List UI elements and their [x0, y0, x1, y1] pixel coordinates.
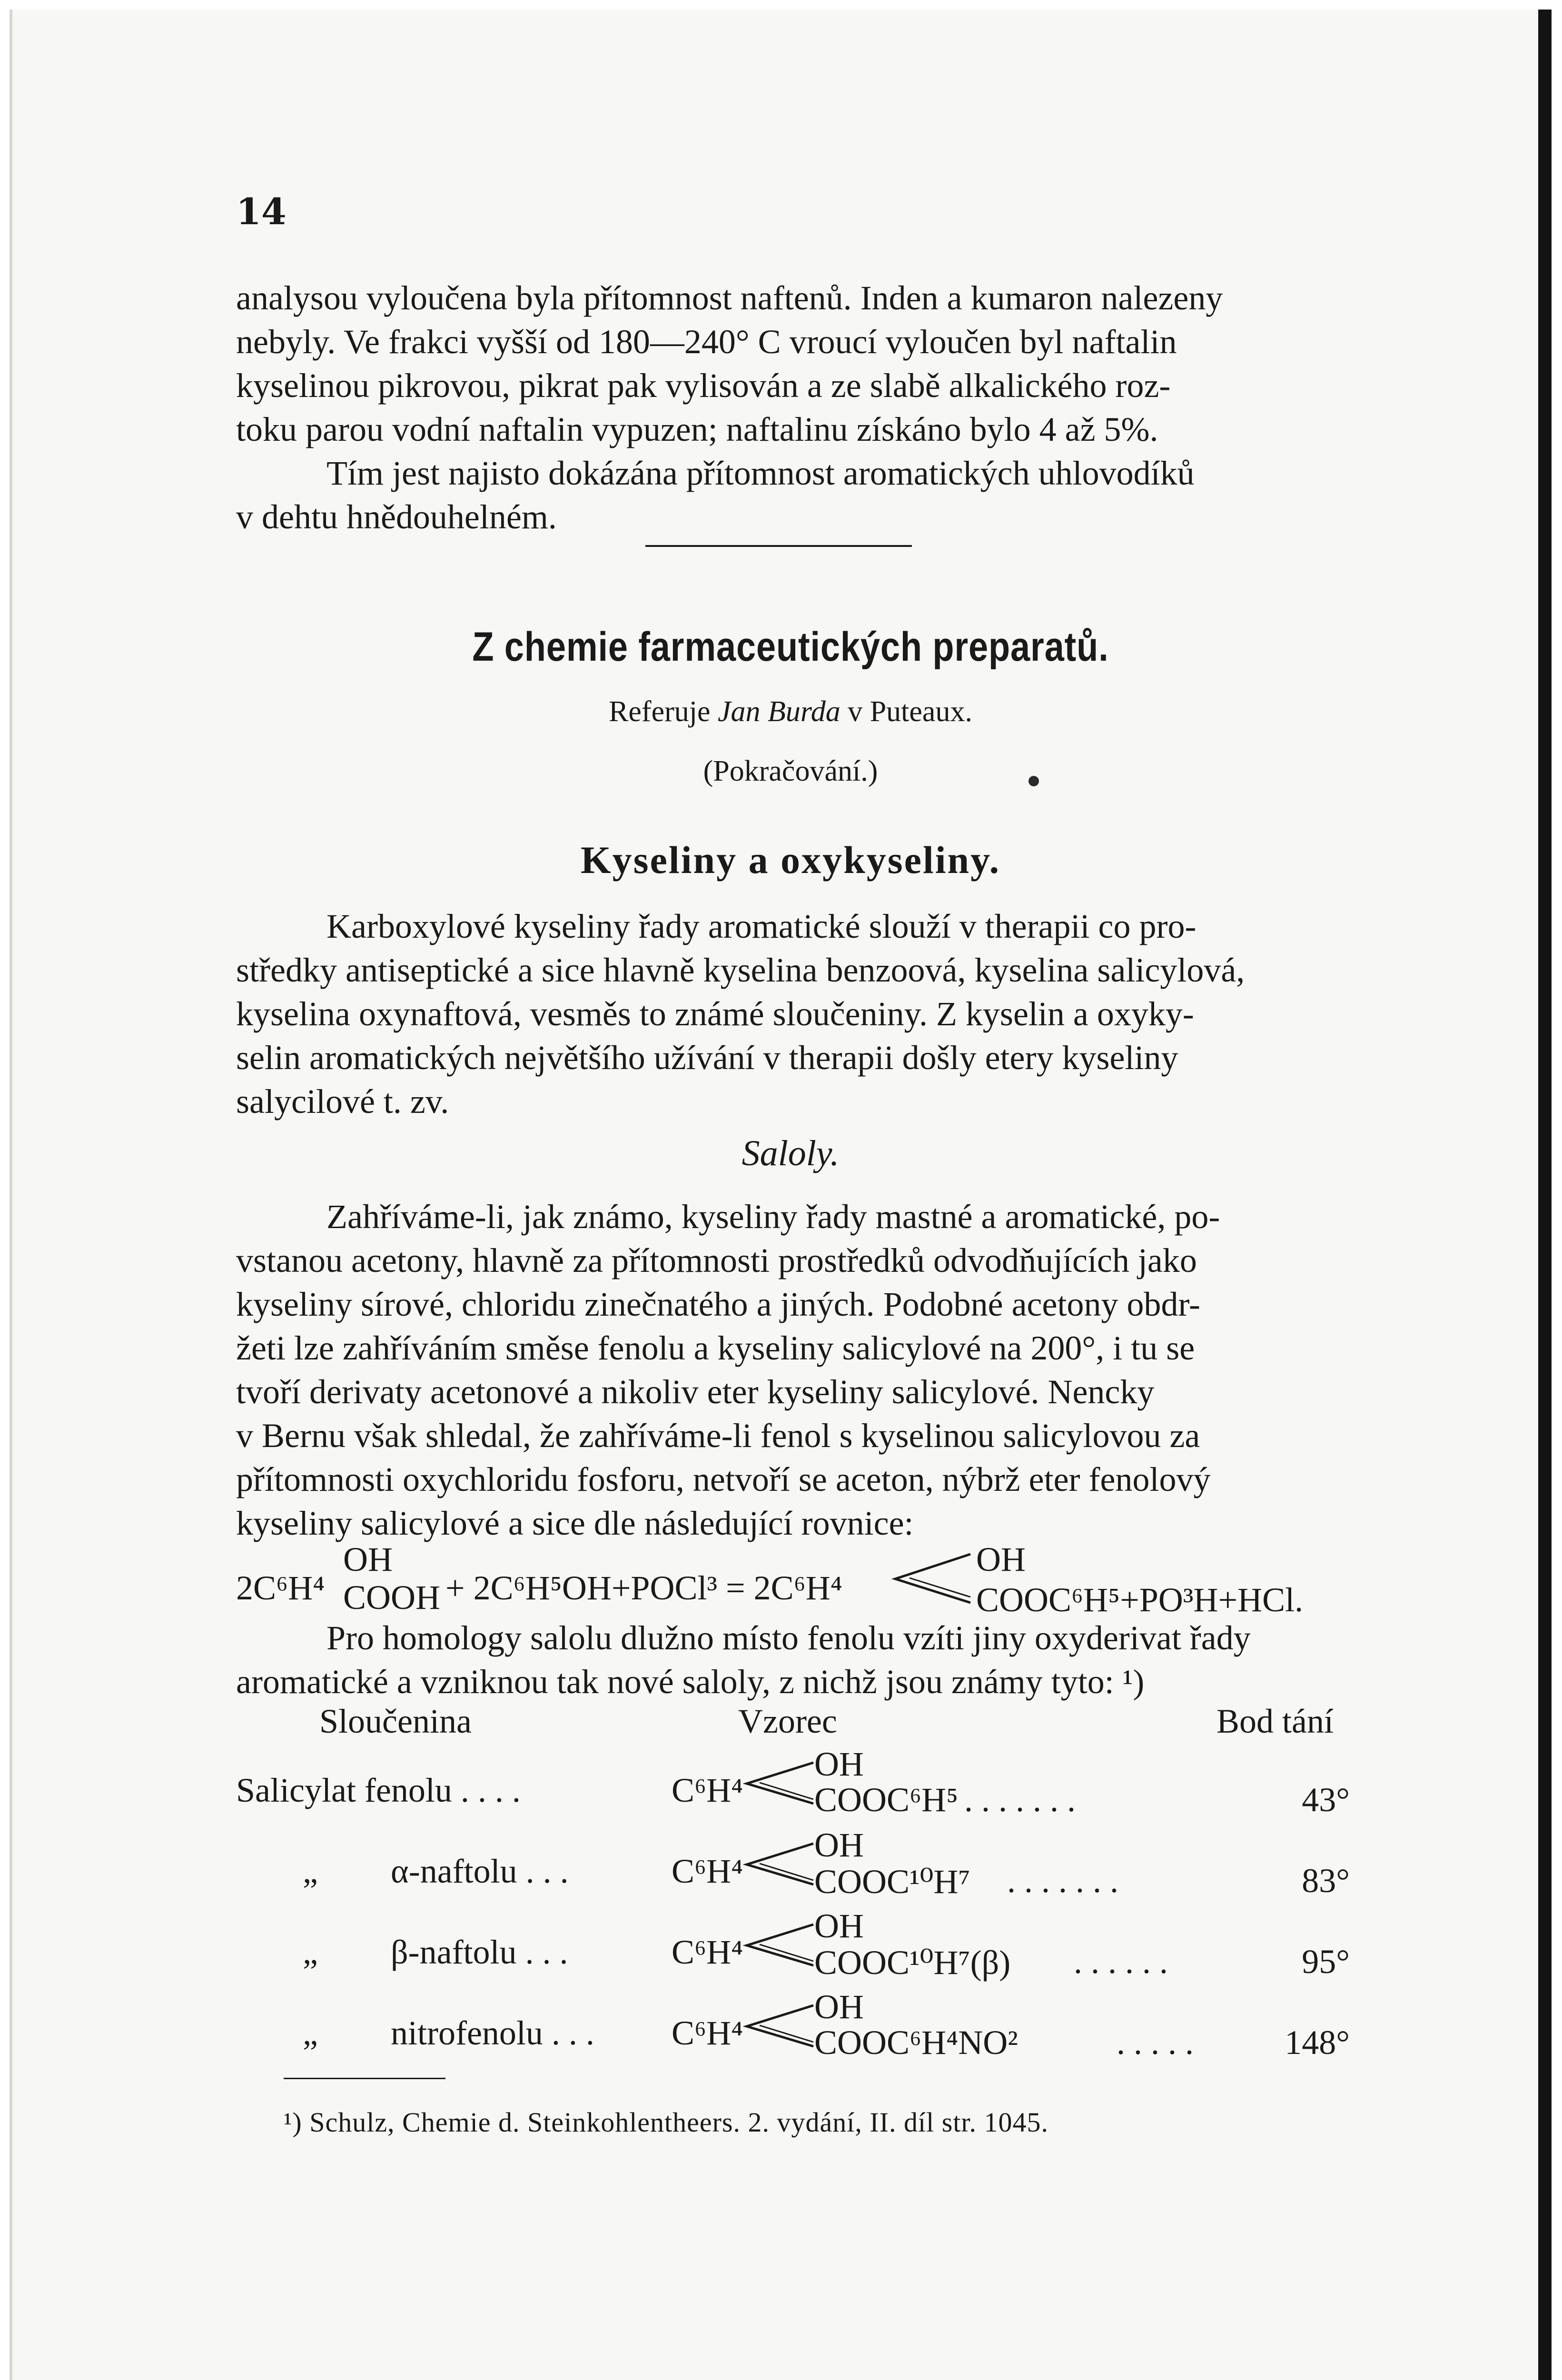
table-header-compound: Sloučenina [319, 1702, 472, 1740]
ditto-mark: „ [303, 1933, 318, 1971]
compound-name: Salicylat fenolu . . . . [236, 1771, 521, 1809]
formula-top: OH [814, 1826, 864, 1864]
print-speck [1028, 776, 1039, 786]
formula-top: OH [814, 1745, 864, 1783]
text-line: v Bernu však shledal, že zahříváme-li fenol s kyselinou salicylovou za [236, 1417, 1200, 1455]
formula-bottom: COOC¹⁰H⁷(β) [814, 1944, 1011, 1982]
ditto-mark: „ [303, 1852, 318, 1890]
table-header-melting-point: Bod tání [1216, 1702, 1334, 1740]
paragraph-1 [236, 904, 1345, 1123]
section-heading: Kyseliny a oxykyseliny. [580, 838, 1001, 882]
byline-suffix: v Puteaux. [848, 695, 972, 728]
text-line: kyseliny salicylové a sice dle následující rovnice: [236, 1504, 914, 1542]
equation-lhs-bottom: COOH [343, 1578, 441, 1616]
melting-point: 83° [1302, 1862, 1350, 1900]
byline [236, 695, 1345, 729]
formula-top: OH [814, 1988, 864, 2026]
text-line: Zahříváme-li, jak známo, kyseliny řady mastné a aromatické, po- [326, 1198, 1220, 1236]
equation-rhs-bottom: COOC⁶H⁵+PO³H+HCl. [976, 1581, 1304, 1619]
equation-lhs: 2C⁶H⁴ [236, 1569, 325, 1607]
equation-rhs-top: OH [976, 1540, 1026, 1578]
formula-base: C⁶H⁴ [672, 2014, 743, 2052]
branch-bond-icon [743, 1921, 814, 1968]
text-line: Pro homology salolu dlužno místo fenolu vzíti jiny oxyderivat řady [326, 1619, 1251, 1657]
footnote-divider [284, 2078, 445, 2079]
table-row [236, 1745, 1350, 1821]
section-divider [645, 545, 912, 547]
text-line: kyselinou pikrovou, pikrat pak vylisován a ze slabě alkalického roz- [236, 367, 1171, 405]
text-line: selin aromatických největšího užívání v therapii došly etery kyseliny [236, 1039, 1178, 1077]
text-line: tvoří derivaty acetonové a nikoliv eter kyseliny salicylové. Nencky [236, 1373, 1155, 1411]
branch-bond-icon [743, 1759, 814, 1806]
text-line: salycilové t. zv. [236, 1082, 449, 1121]
text-line: analysou vyloučena byla přítomnost naftenů. Inden a kumaron nalezeny [236, 279, 1223, 317]
dot-leader: . . . . . . . [1007, 1862, 1118, 1900]
branch-bond-icon [890, 1549, 971, 1606]
formula-base: C⁶H⁴ [672, 1771, 743, 1809]
text-line: přítomnosti oxychloridu fosforu, netvoří se aceton, nýbrž eter fenolový [236, 1460, 1211, 1498]
intro-paragraph [236, 276, 1345, 539]
melting-point: 43° [1302, 1781, 1350, 1819]
byline-prefix: Referuje [609, 695, 711, 728]
table-row [236, 1987, 1350, 2063]
text-line: nebyly. Ve frakci vyšší od 180—240° C vroucí vyloučen byl naftalin [236, 323, 1177, 361]
formula-base: C⁶H⁴ [672, 1852, 743, 1890]
paragraph-2 [236, 1195, 1345, 1545]
melting-point: 95° [1302, 1943, 1350, 1981]
dot-leader: . . . . . . . [964, 1781, 1076, 1819]
table-header-formula: Vzorec [738, 1702, 837, 1740]
paragraph-3 [236, 1616, 1345, 1704]
compound-name: β-naftolu . . . [391, 1933, 568, 1971]
formula-bottom: COOC⁶H⁴NO² [814, 2023, 1018, 2062]
dot-leader: . . . . . . [1074, 1943, 1168, 1981]
table-row [236, 1825, 1350, 1902]
compound-name: nitrofenolu . . . [391, 2014, 594, 2052]
page-sheet [10, 10, 1552, 2380]
footnote: ¹) Schulz, Chemie d. Steinkohlentheers. 2. vydání, II. díl str. 1045. [284, 2107, 1049, 2138]
text-line: Tím jest najisto dokázána přítomnost aromatických uhlovodíků [326, 454, 1195, 492]
continuation-note: (Pokračování.) [703, 755, 878, 787]
melting-point: 148° [1285, 2023, 1350, 2062]
text-line: toku parou vodní naftalin vypuzen; naftalinu získáno bylo 4 až 5%. [236, 410, 1158, 448]
text-line: žeti lze zahříváním směse fenolu a kyseliny salicylové na 200°, i tu se [236, 1329, 1195, 1367]
ditto-mark: „ [303, 2014, 318, 2052]
byline-author: Jan Burda [717, 695, 840, 728]
compound-name: α-naftolu . . . [391, 1852, 569, 1890]
equation-middle: + 2C⁶H⁵OH+POCl³ = 2C⁶H⁴ [445, 1569, 842, 1607]
formula-top: OH [814, 1907, 864, 1945]
subsection-heading: Saloly. [741, 1133, 840, 1173]
text-line: středky antiseptické a sice hlavně kyselina benzoová, kyselina salicylová, [236, 951, 1245, 989]
article-title: Z chemie farmaceutických preparatů. [472, 624, 1109, 670]
table-row [236, 1906, 1350, 1983]
formula-bottom: COOC⁶H⁵ [814, 1781, 959, 1819]
equation-lhs-top: OH [343, 1540, 393, 1578]
dot-leader: . . . . . [1117, 2023, 1194, 2062]
text-line: v dehtu hnědouhelném. [236, 498, 557, 536]
text-line: Karboxylové kyseliny řady aromatické slouží v therapii co pro- [326, 907, 1196, 945]
page-number: 14 [236, 190, 287, 233]
reaction-equation [236, 1540, 1354, 1626]
formula-bottom: COOC¹⁰H⁷ [814, 1863, 970, 1901]
text-line: kyselina oxynaftová, vesměs to známé sloučeniny. Z kyselin a oxyky- [236, 995, 1194, 1033]
branch-bond-icon [743, 1840, 814, 1887]
text-line: aromatické a vzniknou tak nové saloly, z nichž jsou známy tyto: ¹) [236, 1663, 1145, 1701]
branch-bond-icon [743, 2002, 814, 2049]
formula-base: C⁶H⁴ [672, 1933, 743, 1971]
text-line: vstanou acetony, hlavně za přítomnosti prostředků odvodňujících jako [236, 1241, 1197, 1279]
text-line: kyseliny sírové, chloridu zinečnatého a jiných. Podobné acetony obdr- [236, 1285, 1200, 1323]
